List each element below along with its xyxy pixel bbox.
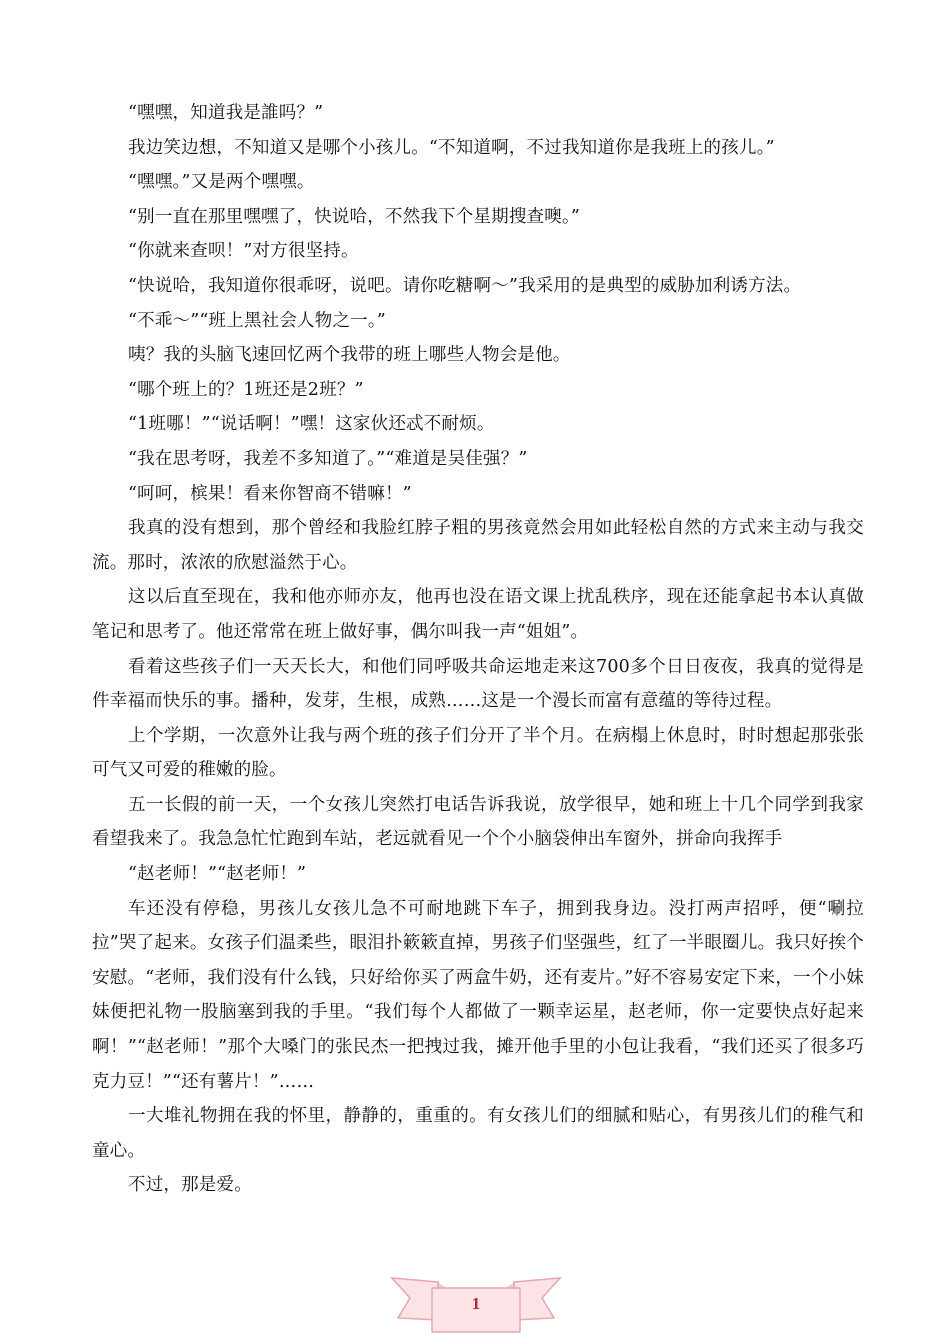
paragraph: 我真的没有想到，那个曾经和我脸红脖子粗的男孩竟然会用如此轻松自然的方式来主动与我交流。那时，浓浓的欣慰溢然于心。 [92, 518, 864, 573]
paragraph: “赵老师！”“赵老师！” [128, 864, 307, 885]
paragraph: 这以后直至现在，我和他亦师亦友，他再也没在语文课上扰乱秩序，现在还能拿起书本认真做笔记和思考了。他还常常在班上做好事，偶尔叫我一声“姐姐”。 [92, 587, 864, 642]
page-number: 1 [471, 1294, 481, 1313]
paragraph: “哪个班上的？1班还是2班？” [128, 379, 364, 400]
paragraph: “我在思考呀，我差不多知道了。”“难道是吴佳强？” [128, 448, 528, 469]
paragraph: 看着这些孩子们一天天长大，和他们同呼吸共命运地走来这700多个日日夜夜，我真的觉得是件幸福而快乐的事。播种，发芽，生根，成熟……这是一个漫长而富有意蕴的等待过程。 [92, 656, 864, 712]
paragraph: “快说哈，我知道你很乖呀，说吧。请你吃糖啊～”我采用的是典型的威胁加利诱方法。 [128, 275, 802, 296]
paragraph: “不乖～”“班上黑社会人物之一。” [128, 310, 386, 331]
paragraph: 不过，那是爱。 [128, 1175, 252, 1196]
paragraph: “1班哪！”“说话啊！”嘿！这家伙还忒不耐烦。 [128, 414, 495, 435]
paragraph: 五一长假的前一天，一个女孩儿突然打电话告诉我说，放学很早，她和班上十几个同学到我家看望我来了。我急急忙忙跑到车站，老远就看见一个个小脑袋伸出车窗外，拼命向我挥手 [92, 794, 864, 850]
paragraph: 我边笑边想，不知道又是哪个小孩儿。“不知道啊，不过我知道你是我班上的孩儿。” [128, 137, 775, 158]
paragraph: “别一直在那里嘿嘿了，快说哈，不然我下个星期搜查噢。” [128, 206, 581, 227]
page-footer [388, 1270, 564, 1340]
paragraph: “嘿嘿，知道我是誰吗？” [128, 103, 324, 123]
paragraph: 一大堆礼物拥在我的怀里，静静的，重重的。有女孩儿们的细腻和贴心，有男孩儿们的稚气和童心。 [92, 1106, 864, 1161]
article-body [92, 96, 864, 1203]
paragraph: 车还没有停稳，男孩儿女孩儿急不可耐地跳下车子，拥到我身边。没打两声招呼，便“唰拉拉”哭了起来。女孩子们温柔些，眼泪扑簌簌直掉，男孩子们坚强些，红了一半眼圈儿。我只好挨个安慰。“老师，我们没有什么钱，只好给你买了两盒牛奶，还有麦片。”好不容易安定下来，一个小妹妹便把礼物一股脑塞到我的手里。“我们每个人都做了一颗幸运星，赵老师，你一定要快点好起来啊！”“赵老师！”那个大嗓门的张民杰一把拽过我，摊开他手里的小包让我看，“我们还买了很多巧克力豆！”“还有薯片！”…… [92, 898, 864, 1092]
paragraph: “你就来查呗！”对方很坚持。 [128, 241, 359, 262]
paragraph: “嘿嘿。”又是两个嘿嘿。 [128, 172, 315, 193]
paragraph: 咦？我的头脑飞速回忆两个我带的班上哪些人物会是他。 [128, 345, 571, 366]
paragraph: 上个学期，一次意外让我与两个班的孩子们分开了半个月。在病榻上休息时，时时想起那张张可气又可爱的稚嫩的脸。 [92, 725, 864, 781]
paragraph: “呵呵，槟果！看来你智商不错嘛！” [128, 483, 412, 504]
